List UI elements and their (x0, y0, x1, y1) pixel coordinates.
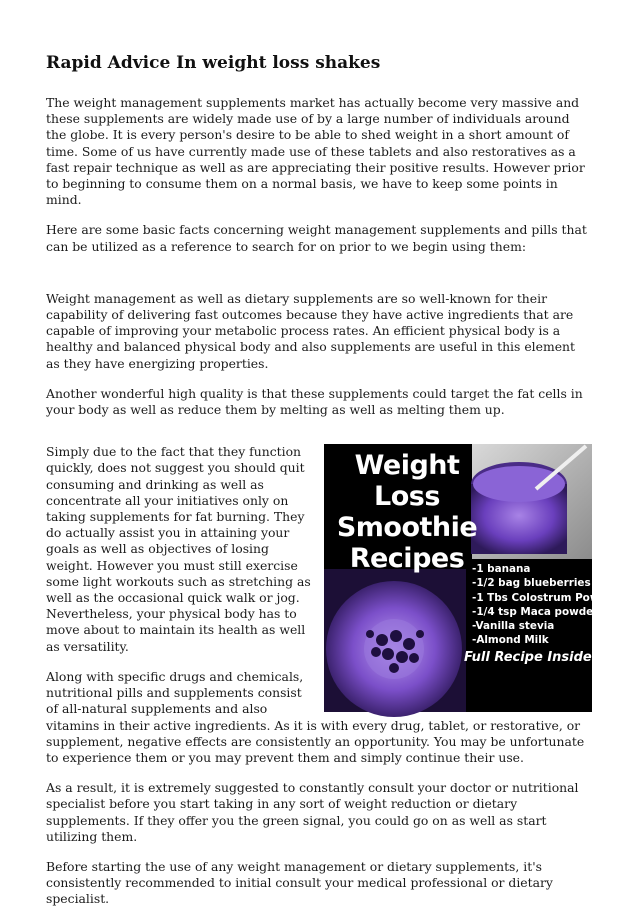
paragraph-intro: The weight management supplements market has actually become very massive and these supplements are widely made use of by a large number of individuals around the globe. It is every person's desire to be able to shed weight in a short amount of time. Some of us have currently made use of these tablets and also restoratives as a fast repair technique as well as are appreciating their positive results. However prior to beginning to consume them on a normal basis, we have to keep some points in mind. (46, 95, 585, 208)
figure-title-line: Recipes (349, 543, 465, 575)
ingredient-item: -1 Tbs Colostrum Powder (472, 591, 620, 604)
ingredient-item: -1 banana (472, 563, 531, 576)
paragraph-facts-intro: Here are some basic facts concerning weight management supplements and pills that can be utilized as a reference to search for on prior to we begin using them: (46, 222, 587, 254)
ingredient-item: -Vanilla stevia (472, 620, 555, 633)
full-recipe-caption: Full Recipe Inside (464, 650, 592, 666)
figure-title-line: Weight Loss (354, 450, 460, 513)
paragraph-side-effects: Along with specific drugs and chemicals, nutritional pills and supplements consist of all-natural supplements and also vitamins in their active ingredients. As it is with every drug, tablet, or restorative, or supplement, negative effects are consistently an opportunity. You may be unfortunate to experience them or you may prevent them and simply continue their use. (46, 668, 585, 765)
paragraph-consult-doctor: As a result, it is extremely suggested to constantly consult your doctor or nutritional specialist before you start taking in any sort of weight reduction or dietary supplements. If they offer you the green signal, you could go on as well as start utilizing them. (46, 780, 579, 844)
document-page (46, 40, 620, 922)
smoothie-recipe-image (324, 444, 620, 712)
paragraph-exercise: Simply due to the fact that they function quickly, does not suggest you should quit consuming and drinking as well as concentrate all your initiatives only on taking supplements for fat burning. They do actually assist you in attaining your goals as well as objectives of losing weight. However you must still exercise some light workouts such as stretching as well as the occasional quick walk or jog. Nevertheless, your physical body has to move about to maintain its health as well as versatility. (46, 444, 311, 654)
paragraph-before-starting: Before starting the use of any weight management or dietary supplements, it's consistently recommended to initial consult your medical professional or dietary specialist. (46, 858, 553, 907)
document-title: Rapid Advice In weight loss shakes (46, 53, 381, 73)
blank-space-2 (46, 432, 592, 444)
ingredient-list (472, 562, 620, 647)
paragraph-metabolism: Weight management as well as dietary supplements are so well-known for their capability of delivering fast outcomes because they have active ingredients that are capable of improving your metabolic process rates. An efficient physical body is a healthy and balanced physical body and also supplements are useful in this element as they have energizing properties. (46, 290, 575, 371)
ingredient-item: -Almond Milk (472, 634, 549, 647)
ingredient-item: -1/4 tsp Maca powder (472, 605, 599, 618)
figure-title (332, 450, 482, 574)
blank-space (46, 269, 592, 291)
paragraph-fat-cells: Another wonderful high quality is that these supplements could target the fat cells in your body as well as reduce them by melting as well as melting them up. (46, 385, 583, 418)
ingredient-item: -1/2 bag blueberries (472, 577, 591, 590)
figure-title-line: Smoothie (336, 512, 478, 544)
